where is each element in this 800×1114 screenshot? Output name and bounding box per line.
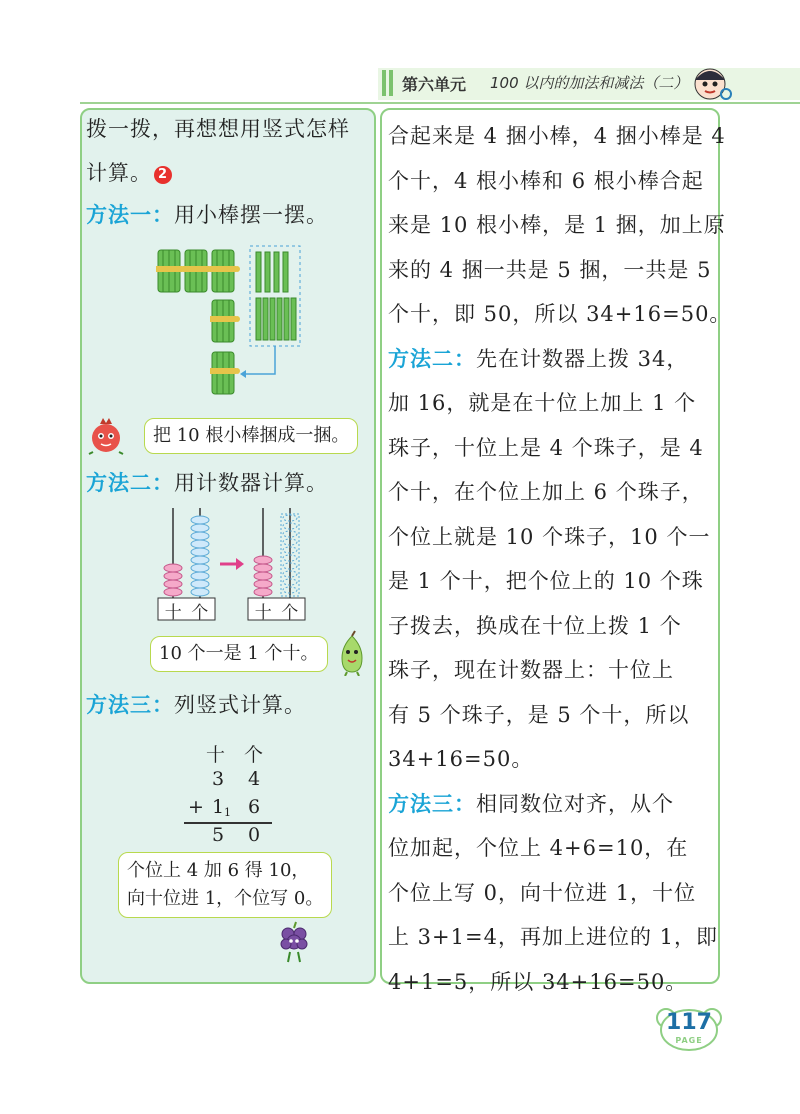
intro-line-2 xyxy=(86,158,172,188)
chapter-title: 100 以内的加法和减法（二） xyxy=(490,74,689,92)
text-line: 个位上就是 10 个珠子，10 个一 xyxy=(388,524,711,549)
text-line: 个十，在个位上加上 6 个珠子， xyxy=(388,480,704,504)
abacus1-labels xyxy=(160,598,213,623)
bubble3-line1: 个位上 4 加 6 得 10， xyxy=(127,860,310,881)
text-line: 34+16=50。 xyxy=(388,747,534,771)
vc-carry: 1 xyxy=(224,806,231,819)
bubble-ten-ones: 10 个一是 1 个十。 xyxy=(150,636,328,672)
bubble-tie-sticks: 把 10 根小棒捆成一捆。 xyxy=(144,418,358,454)
text-line: 个十，即 50，所以 34+16=50。 xyxy=(388,302,732,326)
text-line: 4+1=5，所以 34+16=50。 xyxy=(388,969,688,994)
method3-line xyxy=(86,690,306,720)
text-line: 个位上写 0，向十位进 1，十位 xyxy=(388,880,697,905)
intro-line-1: 拨一拨，再想想用竖式怎样 xyxy=(86,117,350,141)
right-method3-first: 相同数位对齐，从个 xyxy=(476,791,674,816)
text-line: 位加起，个位上 4+6=10，在 xyxy=(388,836,689,860)
text-line xyxy=(388,337,731,382)
ones-label: 个 xyxy=(281,603,299,623)
ones-label: 个 xyxy=(191,603,209,623)
text-line: 有 5 个珠子，是 5 个十，所以 xyxy=(388,702,690,727)
text-line: 来是 10 根小棒，是 1 捆，加上原 xyxy=(388,213,726,237)
vertical-calculation xyxy=(188,738,280,848)
right-text-block xyxy=(388,114,731,1004)
vc-result-ones: 0 xyxy=(248,824,261,846)
method1-text: 用小棒摆一摆。 xyxy=(174,203,328,227)
text-line: 来的 4 捆一共是 5 捆，一共是 5 xyxy=(388,257,712,282)
method2-label: 方法二： xyxy=(86,470,174,495)
method3-label: 方法三： xyxy=(86,692,174,717)
tens-label: 十 xyxy=(164,603,182,623)
tens-label: 十 xyxy=(254,603,272,623)
right-para-2 xyxy=(388,337,731,782)
intro-text: 计算。 xyxy=(86,161,152,185)
header-bars xyxy=(382,70,396,100)
method2-line xyxy=(86,468,328,498)
text-line: 加 16，就是在十位上加上 1 个 xyxy=(388,391,697,415)
page-label: PAGE xyxy=(675,1036,703,1045)
vc-header-tens: 十 xyxy=(206,744,226,766)
text-line xyxy=(388,782,731,827)
text-line: 上 3+1=4，再加上进位的 1，即 xyxy=(388,925,718,949)
method3-text: 列竖式计算。 xyxy=(174,693,306,717)
vc-row1-tens: 3 xyxy=(212,768,225,790)
pomegranate-mascot-icon xyxy=(84,414,130,456)
bubble3-line2: 向十位进 1，个位写 0。 xyxy=(127,888,324,909)
right-para-1 xyxy=(388,114,731,337)
bubble-carry-explanation xyxy=(118,852,332,918)
page-number: 117 xyxy=(666,1010,712,1035)
vc-row1-ones: 4 xyxy=(248,768,261,790)
text-line: 个十，4 根小棒和 6 根小棒合起 xyxy=(388,168,704,193)
stick-bundle-icon xyxy=(156,250,186,292)
header-rule xyxy=(80,102,800,104)
vc-row2-ones: 6 xyxy=(248,796,261,818)
abacus2-labels xyxy=(250,598,303,623)
text-line: 子拨去，换成在十位上拨 1 个 xyxy=(388,613,682,638)
mascot-face-icon xyxy=(690,64,734,104)
unit-title: 第六单元 xyxy=(402,75,467,94)
vc-plus: + xyxy=(188,796,204,818)
right-para-3 xyxy=(388,782,731,1005)
note-number-badge: 2 xyxy=(154,166,172,184)
right-method2-first: 先在计数器上拨 34， xyxy=(476,346,689,371)
vc-header-ones: 个 xyxy=(244,744,264,766)
text-line: 合起来是 4 捆小棒，4 捆小棒是 4 xyxy=(388,124,726,148)
stick-bundle-icon xyxy=(210,352,240,394)
sticks-illustration xyxy=(150,240,310,400)
text-line: 是 1 个十，把个位上的 10 个珠 xyxy=(388,569,704,593)
vc-row2-tens: 1 xyxy=(212,796,225,818)
method1-label: 方法一： xyxy=(86,202,174,227)
right-method3-label: 方法三： xyxy=(388,790,476,816)
vc-result-tens: 5 xyxy=(212,824,225,846)
right-method2-label: 方法二： xyxy=(388,345,476,371)
stick-bundle-icon xyxy=(210,300,240,342)
grape-mascot-icon xyxy=(276,920,312,964)
text-line: 珠子，十位上是 4 个珠子，是 4 xyxy=(388,435,704,460)
method2-text: 用计数器计算。 xyxy=(174,471,328,495)
text-line: 珠子，现在计数器上：十位上 xyxy=(388,658,674,682)
stick-bundle-icon xyxy=(183,250,213,292)
method1-line xyxy=(86,200,328,230)
stick-bundle-icon xyxy=(210,250,240,292)
pear-mascot-icon xyxy=(332,630,372,676)
